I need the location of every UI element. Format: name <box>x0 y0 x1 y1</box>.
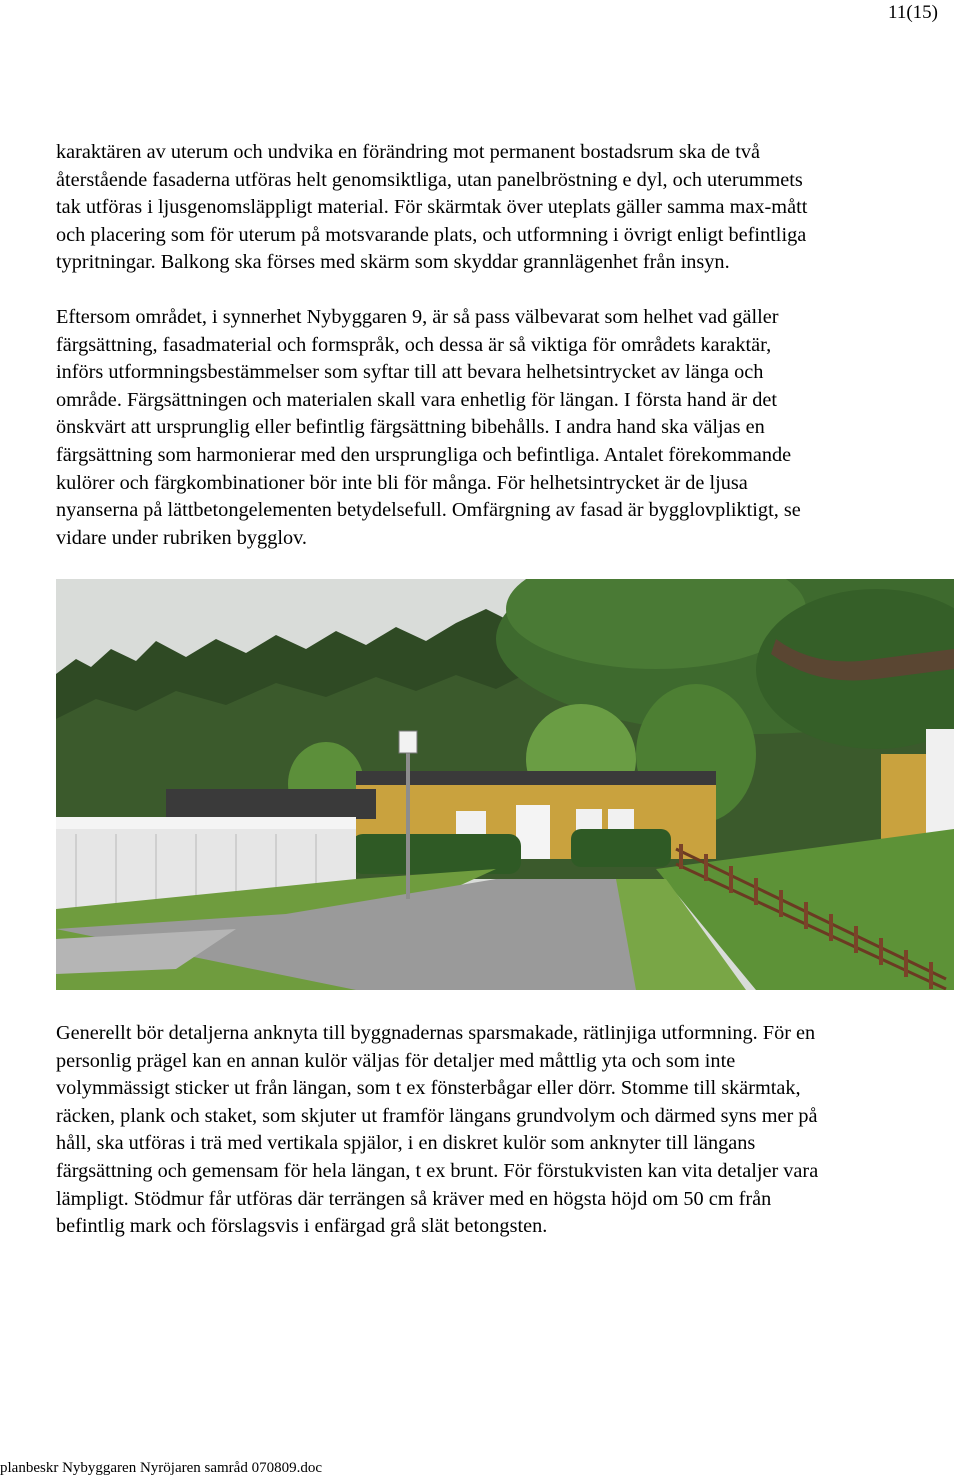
text-line: tak utföras i ljusgenomsläppligt material. För skärmtak över uteplats gäller samma max-mått <box>56 196 808 219</box>
text-line: återstående fasaderna utföras helt genomsiktliga, utan panelbröstning e dyl, och uterummets <box>56 168 803 191</box>
neighborhood-photo <box>56 579 954 990</box>
paragraph-fargsattning <box>56 304 960 552</box>
text-line: volymmässigt sticker ut från längan, som t ex fönsterbågar eller dörr. Stomme till skärmtak, <box>56 1077 801 1100</box>
paragraph-uterum <box>56 139 960 277</box>
text-line: färgsättning, fasadmaterial och formspråk, och dessa är så viktiga för områdets karaktär, <box>56 333 772 356</box>
paragraph-detaljer <box>56 1020 960 1241</box>
text-line: håll, ska utföras i trä med vertikala spjälor, i en diskret kulör som anknyter till längans <box>56 1132 756 1155</box>
text-line: önskvärt att ursprunglig eller befintlig färgsättning bibehålls. I andra hand ska väljas en <box>56 416 765 439</box>
text-line: område. Färgsättningen och materialen skall vara enhetlig för längan. I första hand är det <box>56 388 778 411</box>
footer-filename: planbeskr Nybyggaren Nyröjaren samråd 070809.doc <box>0 1460 322 1476</box>
text-line: färgsättning och gemensam för hela längan, t ex brunt. För förstukvisten kan vita detaljer vara <box>56 1159 819 1182</box>
text-line: typritningar. Balkong ska förses med skärm som skyddar grannlägenhet från insyn. <box>56 251 730 274</box>
text-line: lämpligt. Stödmur får utföras där terrängen så kräver med en högsta höjd om 50 cm från <box>56 1187 772 1210</box>
text-line: personlig prägel kan en annan kulör väljas för detaljer med måttlig yta och som inte <box>56 1049 736 1072</box>
text-line: räcken, plank och staket, som skjuter ut framför längans grundvolym och därmed syns mer på <box>56 1104 818 1127</box>
text-line: och placering som för uterum på motsvarande plats, och utformning i övrigt enligt befintliga <box>56 223 807 246</box>
text-line: införs utformningsbestämmelser som syftar till att bevara helhetsintrycket av länga och <box>56 361 764 384</box>
text-line: färgsättning som harmonierar med den ursprungliga och befintliga. Antalet förekommande <box>56 443 792 466</box>
text-line: kulörer och färgkombinationer bör inte bli för många. För helhetsintrycket är de ljusa <box>56 471 748 494</box>
text-line: Generellt bör detaljerna anknyta till byggnadernas sparsmakade, rätlinjiga utformning. För en <box>56 1022 816 1044</box>
text-line: Eftersom området, i synnerhet Nybyggaren 9, är så pass välbevarat som helhet vad gäller <box>56 306 779 328</box>
page-number: 11(15) <box>888 2 938 23</box>
text-line: nyanserna på lättbetongelementen betydelsefull. Omfärgning av fasad är bygglovpliktigt, se <box>56 499 801 522</box>
text-line: karaktären av uterum och undvika en förändring mot permanent bostadsrum ska de två <box>56 141 760 163</box>
text-line: befintlig mark och förslagsvis i enfärgad grå slät betongsten. <box>56 1215 548 1238</box>
text-line: vidare under rubriken bygglov. <box>56 526 307 549</box>
